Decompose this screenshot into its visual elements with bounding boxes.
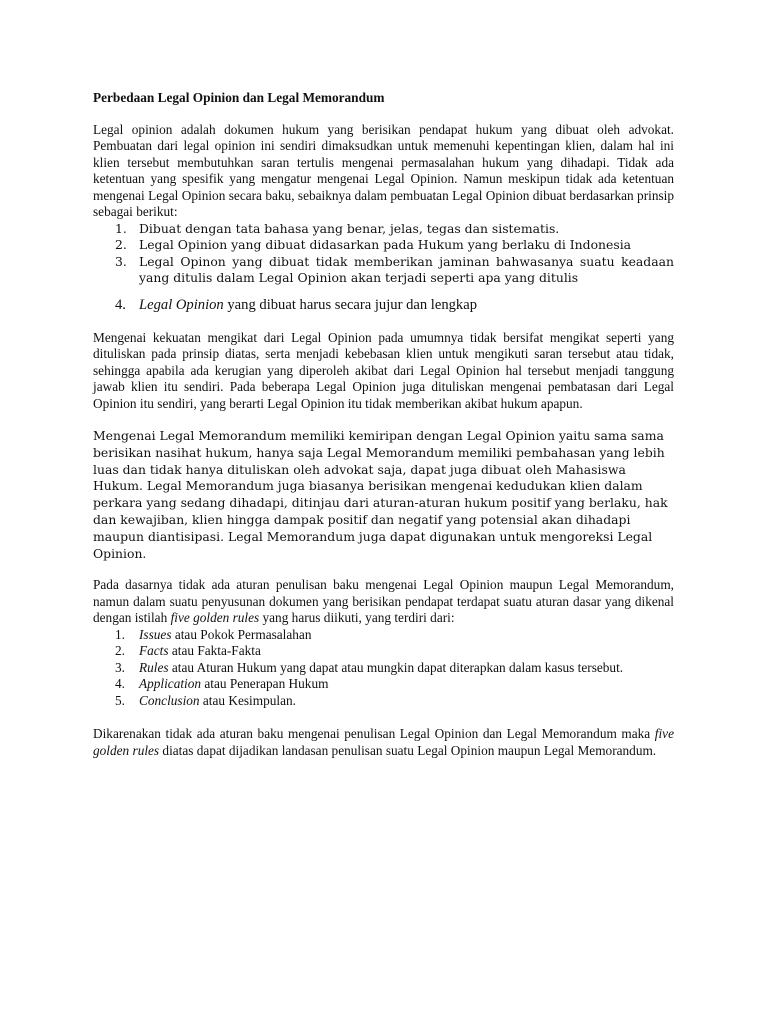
- paragraph-five-golden-rules: Pada dasarnya tidak ada aturan penulisan baku mengenai Legal Opinion maupun Legal Memorandum, namun dalam suatu penyusunan dokumen yang berisikan pendapat terdapat suatu aturan dasar yang dikenal dengan istilah five golden rules yang harus diikuti, yang terdiri dari:: [93, 577, 674, 626]
- paragraph-legal-opinion-definition: Legal opinion adalah dokumen hukum yang berisikan pendapat hukum yang dibuat oleh advokat. Pembuatan dari legal opinion ini sendiri dimaksudkan untuk memenuhi kepentingan klien, dalam hal ini klien tersebut membutuhkan saran tertulis mengenai permasalahan hukum yang dihadapi. Tidak ada ketentuan yang spesifik yang mengatur mengenai Legal Opinion. Namun meskipun tidak ada ketentuan mengenai Legal Opinion secara baku, sebaiknya dalam pembuatan Legal Opinion dibuat berdasarkan prinsip sebagai berikut:: [93, 121, 674, 219]
- paragraph-binding-force: Mengenai kekuatan mengikat dari Legal Opinion pada umumnya tidak bersifat mengikat seperti yang dituliskan pada prinsip diatas, serta menjadi kebebasan klien untuk mengikuti saran tersebut atau tidak, sehingga apabila ada kerugian yang diperoleh akibat dari Legal Opinion hal tersebut menjadi tanggung jawab klien itu sendiri. Pada beberapa Legal Opinion juga dituliskan mengenai pembatasan dari Legal Opinion itu sendiri, yang berarti Legal Opinion itu tidak memberikan akibat hukum apapun.: [93, 329, 674, 411]
- list-item: 3. Legal Opinon yang dibuat tidak memberikan jaminan bahwasanya suatu keadaan yang ditulis dalam Legal Opinion akan terjadi seperti apa yang ditulis: [115, 253, 674, 285]
- list-item: 3. Rules atau Aturan Hukum yang dapat atau mungkin dapat diterapkan dalam kasus tersebut.: [115, 659, 624, 675]
- golden-rules-list: [93, 627, 674, 710]
- principles-list-item-4: [93, 296, 674, 315]
- principles-list: [93, 221, 674, 287]
- document-title: Perbedaan Legal Opinion dan Legal Memorandum: [93, 90, 385, 105]
- document-body: [93, 90, 674, 759]
- list-item: 1. Issues atau Pokok Permasalahan: [115, 626, 312, 642]
- paragraph-legal-memorandum: Mengenai Legal Memorandum memiliki kemiripan dengan Legal Opinion yaitu sama sama berisikan nasihat hukum, hanya saja Legal Memorandum memiliki pembahasan yang lebih luas dan tidak hanya dituliskan oleh advokat saja, dapat juga dibuat oleh Mahasiswa Hukum. Legal Memorandum juga biasanya berisikan mengenai kedudukan klien dalam perkara yang sedang dihadapi, ditinjau dari aturan-aturan hukum positif yang berlaku, hak dan kewajiban, klien hingga dampak positif dan negatif yang potensial akan dihadapi maupun diantisipasi. Legal Memorandum juga dapat digunakan untuk mengoreksi Legal Opinion.: [93, 428, 668, 561]
- list-item: 1. Dibuat dengan tata bahasa yang benar, jelas, tegas dan sistematis.: [115, 220, 560, 236]
- list-item: 2. Facts atau Fakta-Fakta: [115, 643, 261, 659]
- list-item: 4. Application atau Penerapan Hukum: [115, 676, 329, 692]
- list-item: 2. Legal Opinion yang dibuat didasarkan pada Hukum yang berlaku di Indonesia: [115, 237, 632, 252]
- list-item: 5. Conclusion atau Kesimpulan.: [115, 692, 296, 708]
- list-item: 4. Legal Opinion yang dibuat harus secara jujur dan lengkap: [115, 296, 478, 313]
- paragraph-conclusion: Dikarenakan tidak ada aturan baku mengenai penulisan Legal Opinion dan Legal Memorandum maka five golden rules diatas dapat dijadikan landasan penulisan suatu Legal Opinion maupun Legal Memorandum.: [93, 726, 674, 758]
